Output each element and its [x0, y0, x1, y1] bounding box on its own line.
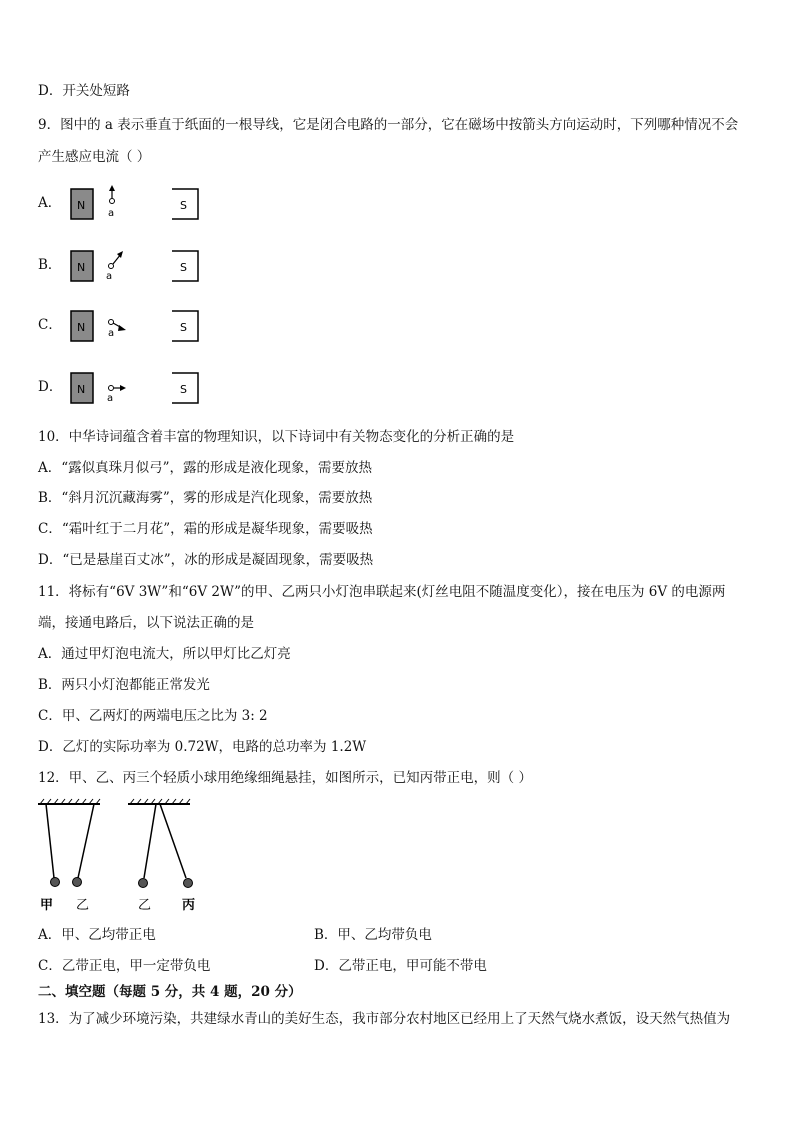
section-2-heading: 二、填空题（每题 5 分，共 4 题，20 分） — [38, 984, 302, 1000]
wire-a-label: a — [108, 328, 115, 339]
q10-option-a: A．“露似真珠月似弓”，露的形成是液化现象，需要放热 — [38, 460, 373, 476]
q11-option-b: B．两只小灯泡都能正常发光 — [38, 677, 210, 693]
q11-stem-line1: 11．将标有“6V 3W”和“6V 2W”的甲、乙两只小灯泡串联起来(灯丝电阻不随温度变化），接在电压为 6V 的电源两 — [38, 584, 726, 600]
magnet-s-text: S — [180, 383, 187, 396]
q9-figure-a — [68, 184, 203, 224]
q12-option-c: C．乙带正电，甲一定带负电 — [38, 958, 211, 974]
arrow-head — [109, 185, 115, 191]
ball-jia — [51, 878, 60, 887]
q11-stem-line2: 端，接通电路后，以下说法正确的是 — [38, 615, 254, 631]
q10-option-d: D．“已是悬崖百丈冰”，冰的形成是凝固现象，需要吸热 — [38, 552, 374, 568]
magnet-n-text: N — [77, 321, 86, 334]
q9-stem-line1: 9．图中的 a 表示垂直于纸面的一根导线，它是闭合电路的一部分，它在磁场中按箭头方向运动时，下列哪种情况不会 — [38, 117, 739, 133]
q9-option-c-label: C． — [38, 317, 62, 333]
magnet-s-text: S — [180, 261, 187, 274]
q9-option-b-label: B． — [38, 257, 62, 273]
thread-jia — [46, 804, 54, 878]
q11-option-d: D．乙灯的实际功率为 0.72W，电路的总功率为 1.2W — [38, 739, 367, 755]
arrow-head — [120, 385, 126, 391]
q9-stem-line2: 产生感应电流（ ） — [38, 149, 151, 165]
magnet-n-text: N — [77, 199, 86, 212]
wire-a-label: a — [108, 208, 115, 219]
ball-yi-left — [73, 878, 82, 887]
q9-figure-b — [68, 246, 203, 286]
magnet-n-text: N — [77, 383, 86, 396]
q12-option-b: B．甲、乙均带负电 — [314, 927, 432, 943]
q12-stem: 12．甲、乙、丙三个轻质小球用绝缘细绳悬挂，如图所示，已知丙带正电，则（ ） — [38, 770, 532, 786]
fig-label-yi-1: 乙 — [76, 898, 90, 913]
q11-option-a: A．通过甲灯泡电流大，所以甲灯比乙灯亮 — [38, 646, 291, 662]
q9-figure-c — [68, 306, 203, 346]
thread-yi-right — [144, 804, 156, 878]
magnet-s-text: S — [180, 321, 187, 334]
arrow-head — [118, 325, 126, 331]
wire-a-dot — [109, 386, 114, 391]
q10-option-b: B．“斜月沉沉藏海雾”，雾的形成是汽化现象，需要放热 — [38, 490, 373, 506]
magnet-s-text: S — [180, 199, 187, 212]
wire-a-dot — [109, 264, 114, 269]
q9-option-d-label: D． — [38, 379, 63, 395]
q9-figure-d — [68, 368, 203, 408]
thread-bing — [160, 804, 186, 878]
q10-stem: 10．中华诗词蕴含着丰富的物理知识，以下诗词中有关物态变化的分析正确的是 — [38, 429, 515, 445]
fig-label-yi-2: 乙 — [138, 898, 152, 913]
wire-a-label: a — [107, 393, 114, 404]
prev-option-d: D．开关处短路 — [38, 83, 130, 99]
ball-bing — [184, 879, 193, 888]
fig-label-bing: 丙 — [182, 898, 196, 913]
q10-option-c: C．“霜叶红于二月花”，霜的形成是凝华现象，需要吸热 — [38, 521, 373, 537]
q12-pendulum-figure — [34, 796, 214, 914]
q12-option-a: A．甲、乙均带正电 — [38, 927, 156, 943]
magnet-n-text: N — [77, 261, 86, 274]
wire-a-dot — [109, 320, 114, 325]
q9-option-a-label: A． — [38, 195, 62, 211]
thread-yi-left — [78, 804, 94, 878]
fig-label-jia: 甲 — [40, 898, 54, 913]
ball-yi-right — [139, 879, 148, 888]
q13-stem-line1: 13．为了减少环境污染，共建绿水青山的美好生态，我市部分农村地区已经用上了天然气烧水煮饭，设天然气热值为 — [38, 1011, 731, 1027]
wire-a-dot — [110, 199, 115, 204]
q11-option-c: C．甲、乙两灯的两端电压之比为 3: 2 — [38, 708, 268, 724]
wire-a-label: a — [106, 271, 113, 282]
q12-option-d: D．乙带正电，甲可能不带电 — [314, 958, 487, 974]
